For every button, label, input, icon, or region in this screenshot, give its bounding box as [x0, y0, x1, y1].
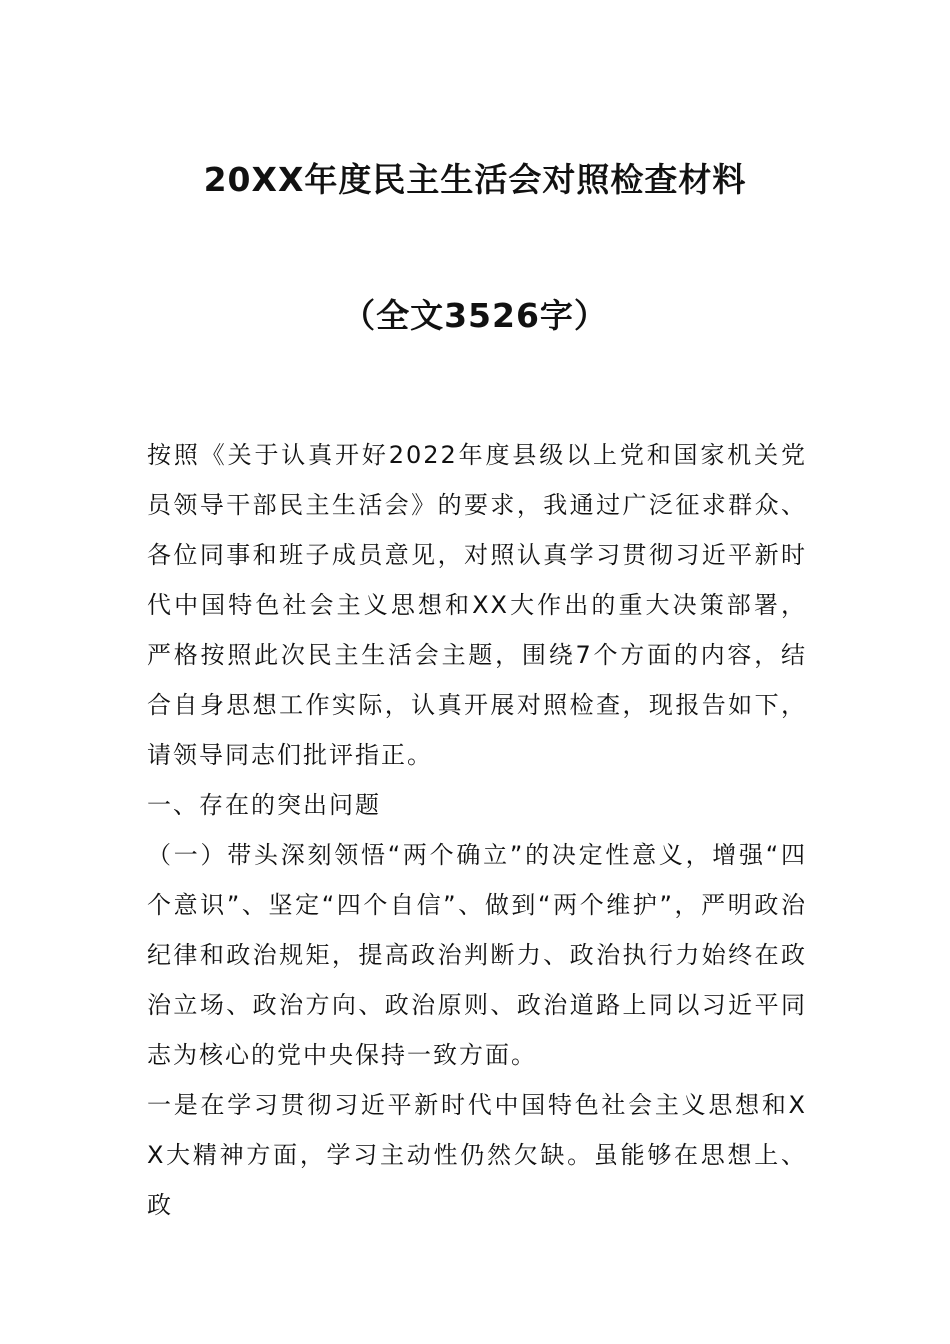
point-paragraph: 一是在学习贯彻习近平新时代中国特色社会主义思想和XX大精神方面，学习主动性仍然欠缺。虽能够在思想上、政 [147, 1091, 807, 1219]
subsection-paragraph: （一）带头深刻领悟“两个确立”的决定性意义，增强“四个意识”、坚定“四个自信”、做到“两个维护”，严明政治纪律和政治规矩，提高政治判断力、政治执行力始终在政治立场、政治方向、政治原则、政治道路上同以习近平同志为核心的党中央保持一致方面。 [147, 841, 807, 1069]
section-heading: 一、存在的突出问题 [147, 791, 381, 819]
document-subtitle: （全文3526字） [342, 296, 608, 335]
document-title: 20XX年度民主生活会对照检查材料 [203, 160, 747, 199]
document-body [147, 430, 807, 1230]
intro-paragraph: 按照《关于认真开好2022年度县级以上党和国家机关党员领导干部民主生活会》的要求，我通过广泛征求群众、各位同事和班子成员意见，对照认真学习贯彻习近平新时代中国特色社会主义思想和XX大作出的重大决策部署，严格按照此次民主生活会主题，围绕7个方面的内容，结合自身思想工作实际，认真开展对照检查，现报告如下，请领导同志们批评指正。 [147, 441, 807, 769]
